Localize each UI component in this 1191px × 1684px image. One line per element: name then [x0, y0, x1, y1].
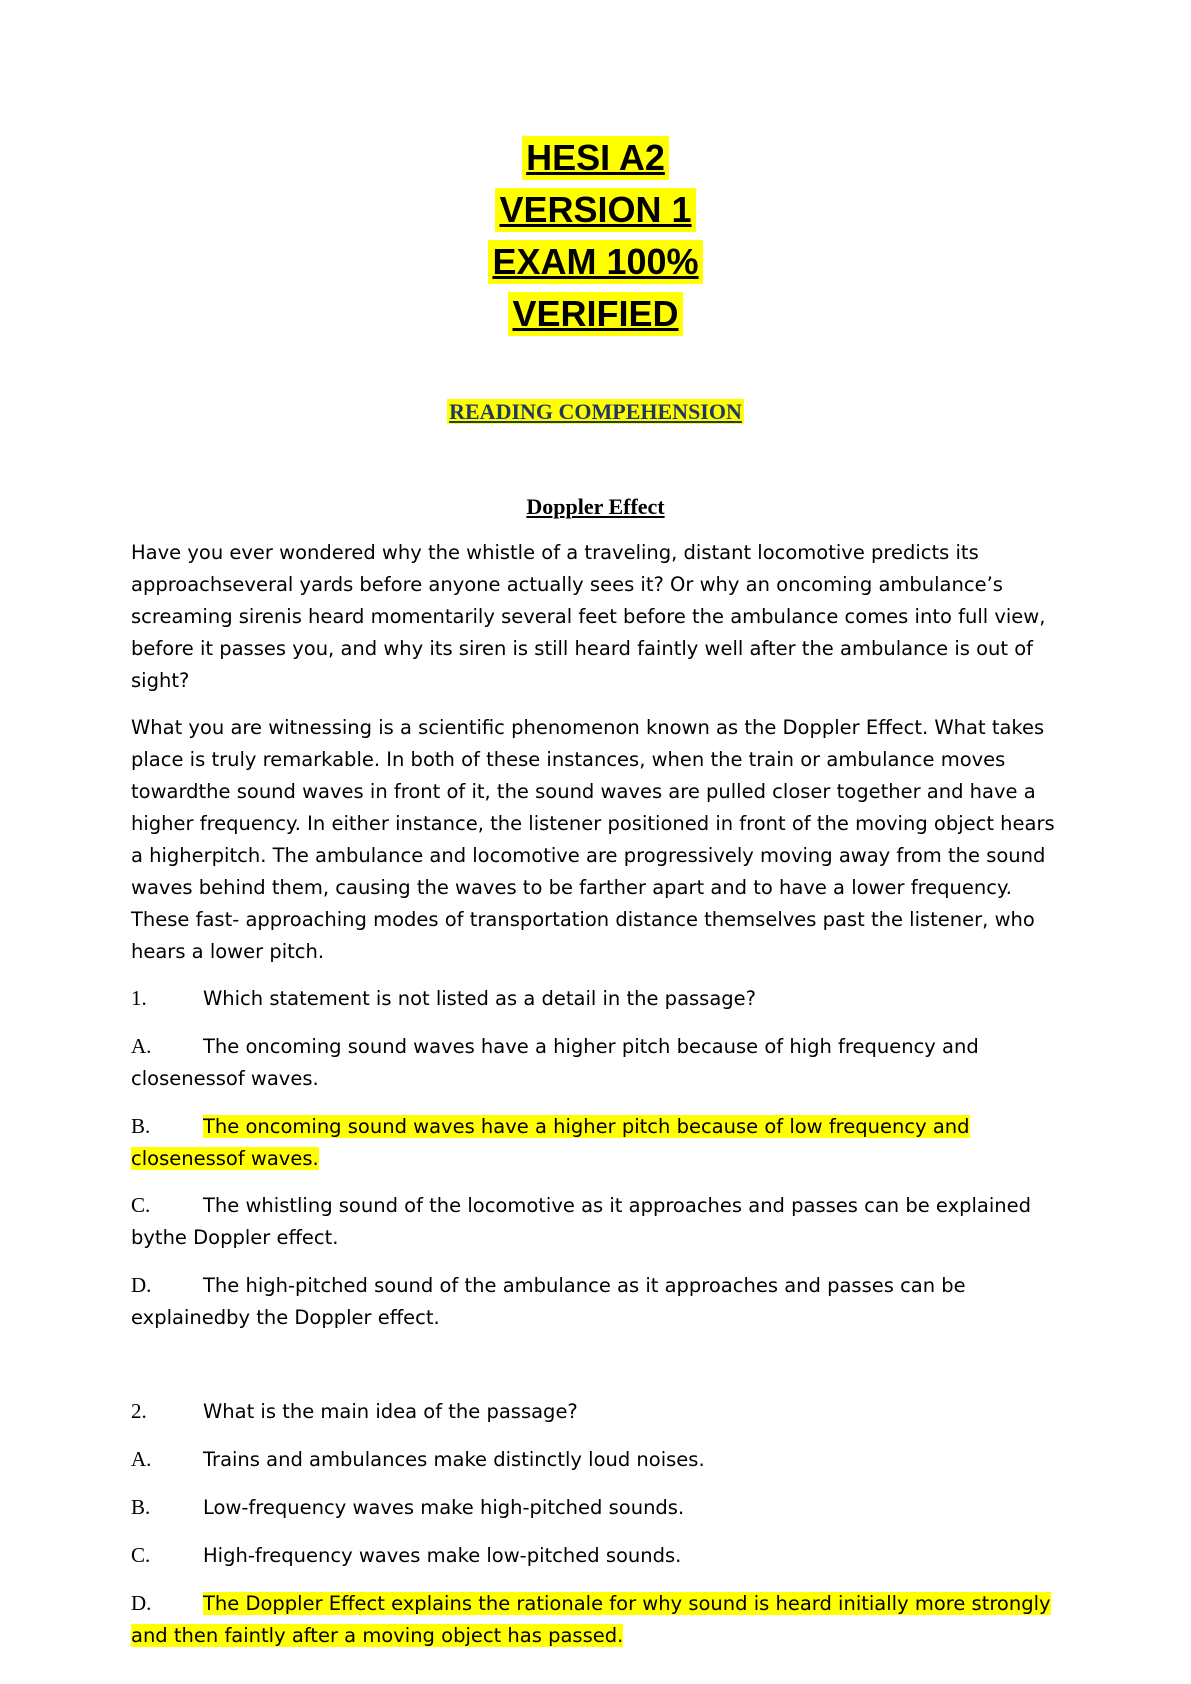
option-text: Trains and ambulances make distinctly loud noises. [203, 1448, 705, 1471]
question-text: What is the main idea of the passage? [203, 1400, 578, 1423]
answer-option [131, 1030, 1071, 1095]
option-letter: A. [131, 1447, 152, 1471]
document-title [0, 136, 1191, 344]
title-line: HESI A2 [522, 136, 669, 180]
answer-option-correct [131, 1110, 1071, 1175]
title-line: VERIFIED [508, 292, 682, 336]
passage-title: Doppler Effect [526, 494, 665, 519]
answer-option [131, 1443, 1071, 1476]
option-letter: B. [131, 1114, 151, 1138]
option-letter: D. [131, 1591, 152, 1615]
question-2 [131, 1395, 1071, 1428]
question-text: Which statement is not listed as a detail in the passage? [203, 987, 757, 1010]
section-heading [0, 398, 1191, 426]
option-text: High-frequency waves make low-pitched sounds. [203, 1544, 682, 1567]
answer-option [131, 1491, 1071, 1524]
answer-option [131, 1269, 1071, 1334]
passage-paragraph: Have you ever wondered why the whistle of a traveling, distant locomotive predicts its approachseveral yards before anyone actually sees it? Or why an oncoming ambulance’s screaming sirenis heard momentarily several feet before the ambulance comes into full view, before it passes you, and why its siren is still heard faintly well after the ambulance is out of sight? [131, 541, 1046, 692]
option-letter: C. [131, 1543, 151, 1567]
option-text: The high-pitched sound of the ambulance as it approaches and passes can be explainedby the Doppler effect. [131, 1274, 966, 1329]
option-letter: C. [131, 1193, 151, 1217]
answer-option-correct [131, 1587, 1071, 1652]
answer-option [131, 1189, 1071, 1254]
option-text: The oncoming sound waves have a higher pitch because of high frequency and closenessof waves. [131, 1035, 979, 1090]
option-text: The whistling sound of the locomotive as it approaches and passes can be explained bythe Doppler effect. [131, 1194, 1032, 1249]
option-letter: A. [131, 1034, 152, 1058]
answer-option [131, 1539, 1071, 1572]
option-text: Low-frequency waves make high-pitched sounds. [203, 1496, 685, 1519]
question-1 [131, 982, 1071, 1015]
title-line: EXAM 100% [488, 240, 702, 284]
option-letter: D. [131, 1273, 152, 1297]
passage-paragraph: What you are witnessing is a scientific phenomenon known as the Doppler Effect. What takes place is truly remarkable. In both of these instances, when the train or ambulance moves towardthe sound waves in front of it, the sound waves are pulled closer together and have a higher frequency. In either instance, the listener positioned in front of the moving object hears a higherpitch. The ambulance and locomotive are progressively moving away from the sound waves behind them, causing the waves to be farther apart and to have a lower frequency. These fast- approaching modes of transportation distance themselves past the listener, who hears a lower pitch. [131, 716, 1055, 963]
question-number: 2. [131, 1399, 147, 1423]
title-line: VERSION 1 [495, 188, 695, 232]
option-text: The Doppler Effect explains the rationale for why sound is heard initially more strongly and then faintly after a moving object has passed. [131, 1592, 1051, 1647]
option-text: The oncoming sound waves have a higher pitch because of low frequency and closenessof waves. [131, 1115, 970, 1170]
option-letter: B. [131, 1495, 151, 1519]
question-number: 1. [131, 986, 147, 1010]
section-heading-text: READING COMPEHENSION [449, 399, 742, 424]
